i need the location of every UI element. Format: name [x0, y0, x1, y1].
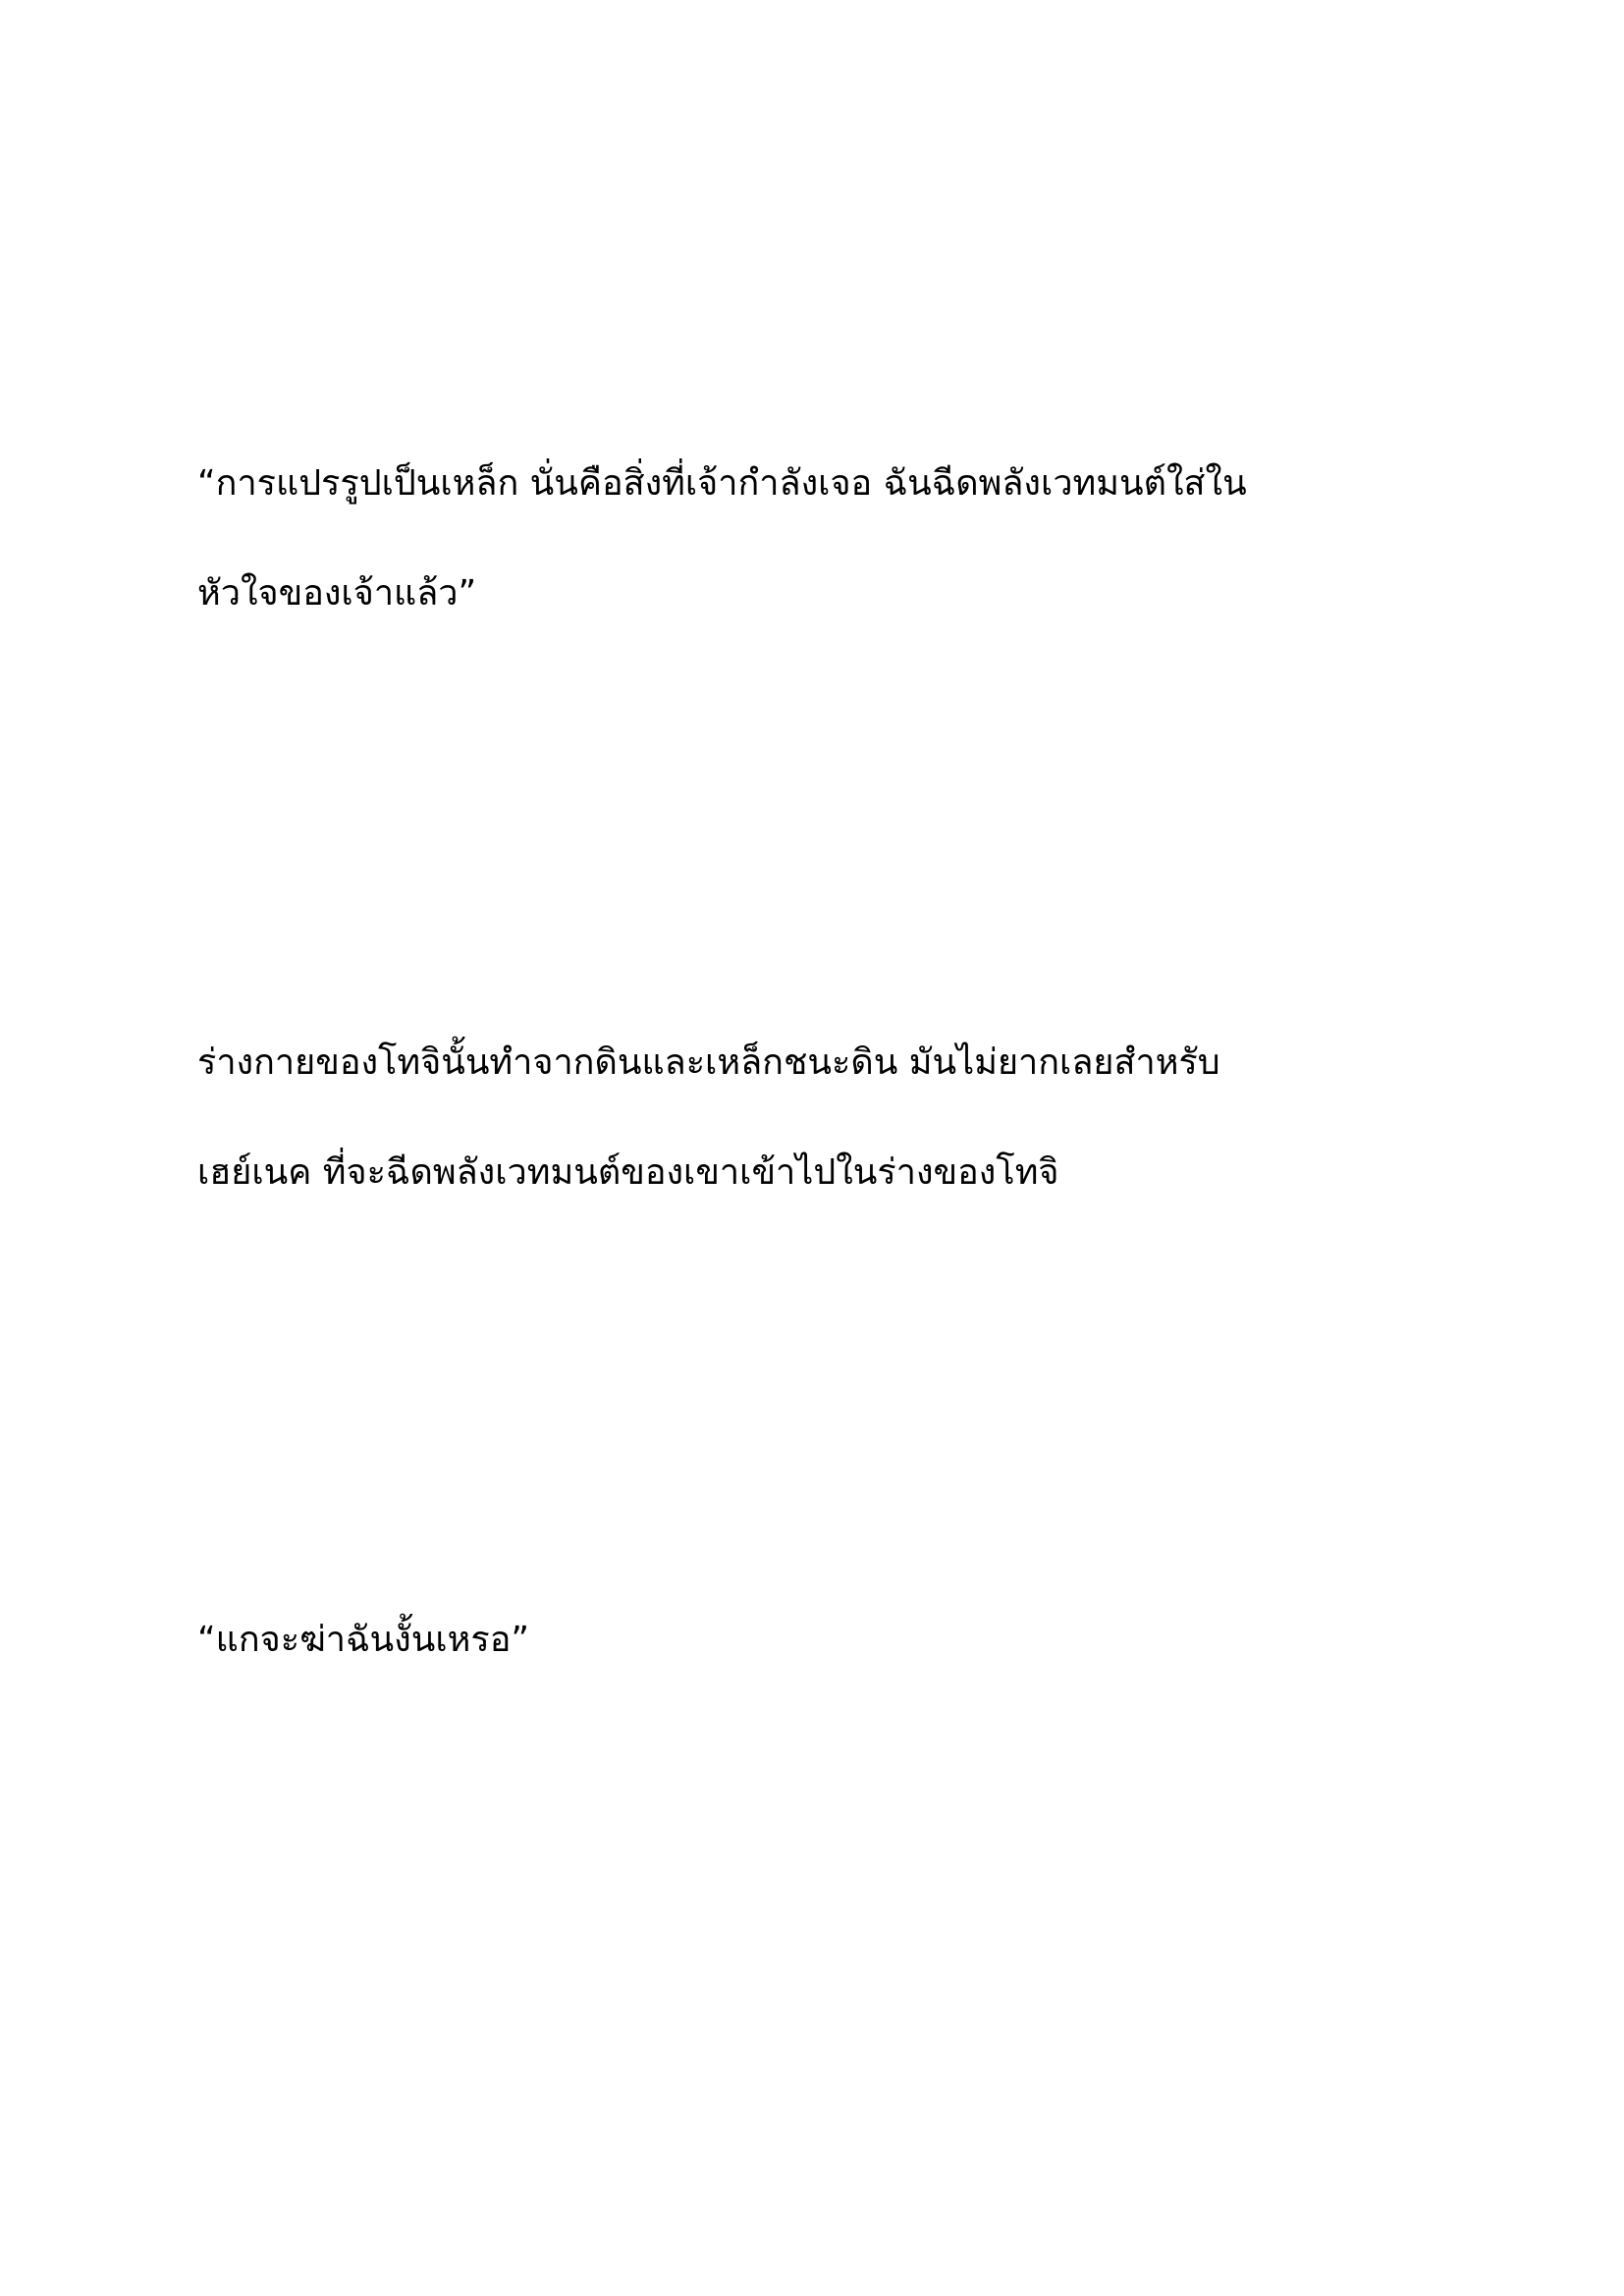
paragraph-narration-body [197, 1008, 1474, 1228]
paragraph-line: “การแปรรูปเป็นเหล็ก นั่นคือสิ่งที่เจ้ากำลังเจอ ฉันฉีดพลังเวทมนต์ใส่ใน [197, 463, 1247, 504]
paragraph-line: ร่างกายของโทจินั้นทำจากดินและเหล็กชนะดิน มันไม่ยากเลยสำหรับ [197, 1042, 1220, 1083]
paragraph-line: “แกจะฆ่าฉันงั้นเหรอ” [197, 1620, 529, 1660]
paragraph-line: หัวใจของเจ้าแล้ว” [197, 573, 477, 614]
paragraph-dialogue-transformation [197, 429, 1474, 649]
paragraph-line: เฮย์เนค ที่จะฉีดพลังเวทมนต์ของเขาเข้าไปในร่างของโทจิ [197, 1152, 1059, 1193]
paragraph-dialogue-question [197, 1585, 1474, 1695]
